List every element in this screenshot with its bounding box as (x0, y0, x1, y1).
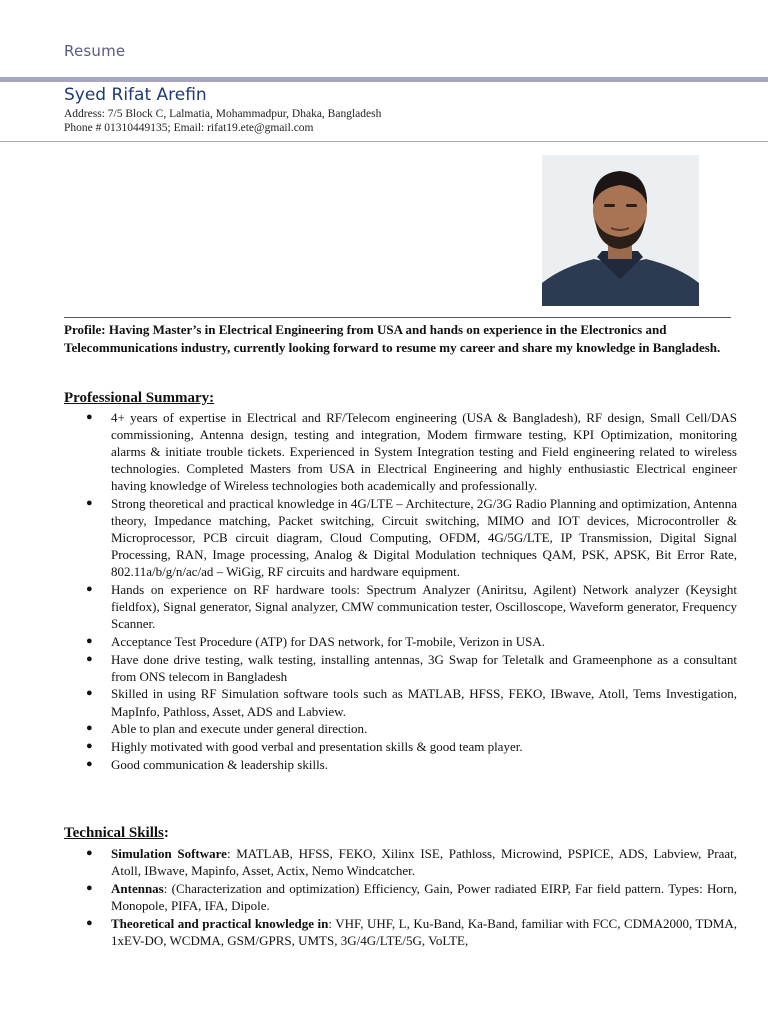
candidate-name: Syed Rifat Arefin (64, 85, 207, 105)
list-item: ● Simulation Software: MATLAB, HFSS, FEKO, Xilinx ISE, Pathloss, Microwind, PSPICE, ADS, Labview, Praat, Atoll, IBwave, Mapinfo, Asset, Actix, Nemo Windcatcher. (86, 846, 738, 879)
list-item: ● Skilled in using RF Simulation software tools such as MATLAB, HFSS, FEKO, IBwave, Atoll, Tems Investigation, MapInfo, Pathloss, Asset, ADS and Labview. (86, 686, 737, 719)
bullet-icon: ● (86, 757, 93, 770)
bullet-icon: ● (86, 497, 93, 510)
list-item: ● 4+ years of expertise in Electrical and RF/Telecom engineering (USA & Bangladesh), RF design, Small Cell/DAS commissioning, Antenna design, testing and integration, Modem firmware testing, KPI Optimization, monitoring alarms & initiate trouble tickets. Experienced in System Integration testing and Field engineering related to wireless technologies. Completed Masters from USA in Electrical Engineering and highly enthusiastic Electrical engineer having knowledge of Wireless technologies both academically and professionally. (86, 410, 737, 494)
portrait-image (542, 155, 699, 306)
professional-summary-heading: Professional Summary: (64, 390, 215, 406)
bullet-icon: ● (86, 652, 93, 665)
list-item: ● Good communication & leadership skills. (86, 756, 328, 772)
bullet-icon: ● (86, 916, 93, 929)
bullet-icon: ● (86, 739, 93, 752)
bullet-icon: ● (86, 881, 93, 894)
list-item: ● Antennas: (Characterization and optimization) Efficiency, Gain, Power radiated EIRP, Far field pattern. Types: Horn, Monopole, PIFA, IFA, Dipole. (86, 880, 737, 913)
list-item: ● Hands on experience on RF hardware tools: Spectrum Analyzer (Aniritsu, Agilent) Network analyzer (Keysight fieldfox), Signal generator, Signal analyzer, CMW communication tester, Oscilloscope, Waveform generator, Frequency Scanner. (86, 582, 737, 632)
bullet-icon: ● (86, 687, 93, 700)
bullet-icon: ● (86, 635, 93, 647)
header-rule (0, 77, 768, 82)
profile-photo (542, 155, 699, 306)
profile-divider (64, 317, 731, 318)
list-item: ● Strong theoretical and practical knowledge in 4G/LTE – Architecture, 2G/3G Radio Planning and optimization, Antenna theory, Impedance matching, Packet switching, Circuit switching, MIMO and IOT devices, Microcontroller & Microprocessor, PCB circuit diagram, Cloud Computing, OFDM, 4G/5G/LTE, IP Transmission, Digital Signal Processing, RAN, Image processing, Analog & Digital Modulation techniques QAM, PSK, APSK, Bit Error Rate, 802.11a/b/g/n/ac/ad – WiGig, RF circuits and hardware equipment. (86, 496, 737, 580)
professional-summary-list (64, 409, 737, 773)
technical-skills-heading: Technical Skills: (64, 825, 169, 841)
address-line: Address: 7/5 Block C, Lalmatia, Mohammadpur, Dhaka, Bangladesh (64, 108, 382, 120)
list-item: ● Highly motivated with good verbal and presentation skills & good team player. (86, 738, 523, 754)
contact-line: Phone # 01310449135; Email: rifat19.ete@gmail.com (64, 122, 314, 134)
bullet-icon: ● (86, 411, 93, 423)
profile-statement: Profile: Having Master’s in Electrical Engineering from USA and hands on experience in the Electronics and Telecommunications industry, currently looking forward to resume my career and share my knowledge in Bangladesh. (64, 322, 721, 355)
technical-skills-list (64, 845, 737, 949)
bullet-icon: ● (86, 722, 93, 735)
list-item: ● Have done drive testing, walk testing, installing antennas, 3G Swap for Teletalk and Grameenphone as a consultant from ONS telecom in Bangladesh (86, 651, 737, 684)
list-item: ● Acceptance Test Procedure (ATP) for DAS network, for T-mobile, Verizon in USA. (86, 634, 546, 649)
list-item: ● Theoretical and practical knowledge in: VHF, UHF, L, Ku-Band, Ka-Band, familiar with FCC, CDMA2000, TDMA, 1xEV-DO, WCDMA, GSM/GPRS, UMTS, 3G/4G/LTE/5G, VoLTE, (86, 915, 737, 948)
bullet-icon: ● (86, 847, 93, 859)
document-label: Resume (64, 42, 126, 60)
bullet-icon: ● (86, 583, 93, 596)
list-item: ● Able to plan and execute under general direction. (86, 721, 368, 737)
header-divider (0, 141, 768, 142)
